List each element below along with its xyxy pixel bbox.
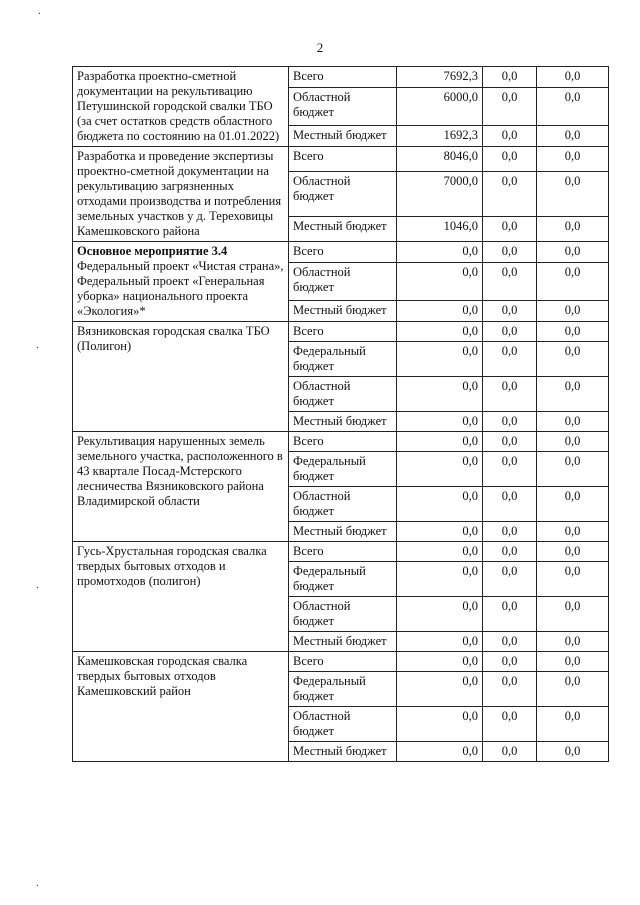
funding-source: Федеральный бюджет xyxy=(289,562,397,597)
funding-source: Всего xyxy=(289,652,397,672)
amount-cell: 0,0 xyxy=(537,432,609,452)
funding-source: Местный бюджет xyxy=(289,632,397,652)
amount-cell: 0,0 xyxy=(483,322,537,342)
activity-text: Камешковская городская свалка твердых бытовых отходов Камешковский район xyxy=(77,654,248,698)
amount-cell: 0,0 xyxy=(397,412,483,432)
amount-cell: 0,0 xyxy=(537,263,609,300)
amount-cell: 0,0 xyxy=(483,742,537,762)
funding-source: Федеральный бюджет xyxy=(289,452,397,487)
amount-cell: 7692,3 xyxy=(397,67,483,88)
amount-cell: 0,0 xyxy=(397,487,483,522)
amount-cell: 0,0 xyxy=(483,652,537,672)
amount-cell: 0,0 xyxy=(397,562,483,597)
amount-cell: 0,0 xyxy=(397,742,483,762)
amount-cell: 0,0 xyxy=(537,67,609,88)
activity-description xyxy=(73,652,289,762)
funding-source: Местный бюджет xyxy=(289,412,397,432)
amount-cell: 7000,0 xyxy=(397,172,483,216)
activity-description xyxy=(73,147,289,242)
amount-cell: 0,0 xyxy=(537,597,609,632)
amount-cell: 0,0 xyxy=(483,522,537,542)
table-row xyxy=(73,542,609,562)
activity-description xyxy=(73,322,289,432)
budget-table xyxy=(72,66,609,762)
amount-cell: 0,0 xyxy=(537,522,609,542)
amount-cell: 0,0 xyxy=(397,432,483,452)
amount-cell: 0,0 xyxy=(397,263,483,300)
amount-cell: 0,0 xyxy=(397,242,483,263)
activity-text: Гусь-Хрустальная городская свалка твердых бытовых отходов и промотходов (полигон) xyxy=(77,544,267,588)
table-row xyxy=(73,652,609,672)
amount-cell: 0,0 xyxy=(397,522,483,542)
amount-cell: 0,0 xyxy=(537,452,609,487)
funding-source: Федеральный бюджет xyxy=(289,342,397,377)
funding-source: Всего xyxy=(289,542,397,562)
amount-cell: 0,0 xyxy=(483,707,537,742)
amount-cell: 0,0 xyxy=(537,342,609,377)
amount-cell: 0,0 xyxy=(483,597,537,632)
amount-cell: 0,0 xyxy=(483,562,537,597)
amount-cell: 0,0 xyxy=(397,652,483,672)
amount-cell: 0,0 xyxy=(483,125,537,146)
amount-cell: 0,0 xyxy=(397,377,483,412)
amount-cell: 0,0 xyxy=(537,562,609,597)
amount-cell: 0,0 xyxy=(483,342,537,377)
amount-cell: 0,0 xyxy=(537,88,609,125)
amount-cell: 0,0 xyxy=(537,632,609,652)
amount-cell: 0,0 xyxy=(483,216,537,241)
funding-source: Всего xyxy=(289,67,397,88)
amount-cell: 0,0 xyxy=(397,342,483,377)
amount-cell: 0,0 xyxy=(397,672,483,707)
amount-cell: 0,0 xyxy=(483,242,537,263)
table-row xyxy=(73,322,609,342)
amount-cell: 0,0 xyxy=(483,412,537,432)
amount-cell: 0,0 xyxy=(483,487,537,522)
amount-cell: 0,0 xyxy=(397,322,483,342)
amount-cell: 0,0 xyxy=(537,707,609,742)
amount-cell: 0,0 xyxy=(483,672,537,707)
amount-cell: 0,0 xyxy=(483,67,537,88)
table-row xyxy=(73,242,609,263)
amount-cell: 0,0 xyxy=(537,125,609,146)
amount-cell: 0,0 xyxy=(483,88,537,125)
amount-cell: 0,0 xyxy=(397,542,483,562)
amount-cell: 0,0 xyxy=(483,377,537,412)
funding-source: Областной бюджет xyxy=(289,597,397,632)
activity-description xyxy=(73,542,289,652)
funding-source: Областной бюджет xyxy=(289,88,397,125)
activity-text: Рекультивация нарушенных земель земельного участка, расположенного в 43 квартале Посад-Мстерского лесничества Вязниковского района Владимирской области xyxy=(77,434,283,508)
amount-cell: 0,0 xyxy=(483,300,537,321)
amount-cell: 0,0 xyxy=(397,597,483,632)
funding-source: Федеральный бюджет xyxy=(289,672,397,707)
activity-text: Федеральный проект «Чистая страна», Федеральный проект «Генеральная уборка» национального проекта «Экология»* xyxy=(77,259,284,318)
funding-source: Областной бюджет xyxy=(289,172,397,216)
activity-text: Вязниковская городская свалка ТБО (Полигон) xyxy=(77,324,270,353)
funding-source: Областной бюджет xyxy=(289,263,397,300)
funding-source: Областной бюджет xyxy=(289,377,397,412)
amount-cell: 0,0 xyxy=(537,542,609,562)
funding-source: Всего xyxy=(289,147,397,172)
amount-cell: 1692,3 xyxy=(397,125,483,146)
funding-source: Местный бюджет xyxy=(289,742,397,762)
table-row xyxy=(73,67,609,88)
amount-cell: 0,0 xyxy=(483,172,537,216)
amount-cell: 0,0 xyxy=(483,147,537,172)
amount-cell: 0,0 xyxy=(397,707,483,742)
funding-source: Областной бюджет xyxy=(289,707,397,742)
amount-cell: 0,0 xyxy=(483,632,537,652)
funding-source: Местный бюджет xyxy=(289,125,397,146)
funding-source: Областной бюджет xyxy=(289,487,397,522)
amount-cell: 0,0 xyxy=(537,742,609,762)
funding-source: Местный бюджет xyxy=(289,216,397,241)
amount-cell: 0,0 xyxy=(537,147,609,172)
amount-cell: 0,0 xyxy=(397,452,483,487)
funding-source: Всего xyxy=(289,242,397,263)
table-row xyxy=(73,147,609,172)
amount-cell: 0,0 xyxy=(537,672,609,707)
scan-speck: . xyxy=(38,5,41,17)
activity-description xyxy=(73,67,289,147)
amount-cell: 0,0 xyxy=(537,300,609,321)
amount-cell: 0,0 xyxy=(537,412,609,432)
activity-heading: Основное мероприятие 3.4 xyxy=(77,244,228,258)
amount-cell: 0,0 xyxy=(397,300,483,321)
activity-description xyxy=(73,432,289,542)
funding-source: Всего xyxy=(289,322,397,342)
scan-speck: . xyxy=(36,877,39,889)
amount-cell: 1046,0 xyxy=(397,216,483,241)
funding-source: Всего xyxy=(289,432,397,452)
amount-cell: 0,0 xyxy=(537,487,609,522)
amount-cell: 8046,0 xyxy=(397,147,483,172)
funding-source: Местный бюджет xyxy=(289,300,397,321)
amount-cell: 0,0 xyxy=(537,377,609,412)
table-row xyxy=(73,432,609,452)
amount-cell: 0,0 xyxy=(537,172,609,216)
amount-cell: 0,0 xyxy=(483,542,537,562)
amount-cell: 6000,0 xyxy=(397,88,483,125)
activity-text: Разработка проектно-сметной документации на рекультивацию Петушинской городской свалки ТБО (за счет остатков средств областного бюджета по состоянию на 01.01.2022) xyxy=(77,69,280,143)
amount-cell: 0,0 xyxy=(397,632,483,652)
amount-cell: 0,0 xyxy=(483,452,537,487)
amount-cell: 0,0 xyxy=(537,216,609,241)
page-number: 2 xyxy=(316,40,324,55)
amount-cell: 0,0 xyxy=(537,242,609,263)
amount-cell: 0,0 xyxy=(537,652,609,672)
amount-cell: 0,0 xyxy=(537,322,609,342)
amount-cell: 0,0 xyxy=(483,263,537,300)
amount-cell: 0,0 xyxy=(483,432,537,452)
activity-description xyxy=(73,242,289,322)
funding-source: Местный бюджет xyxy=(289,522,397,542)
scan-speck: . xyxy=(36,339,39,351)
scan-speck: . xyxy=(36,579,39,591)
activity-text: Разработка и проведение экспертизы проектно-сметной документации на рекультивацию загрязненных отходами производства и потребления земельных участков у д. Тереховицы Камешковского района xyxy=(77,149,282,238)
